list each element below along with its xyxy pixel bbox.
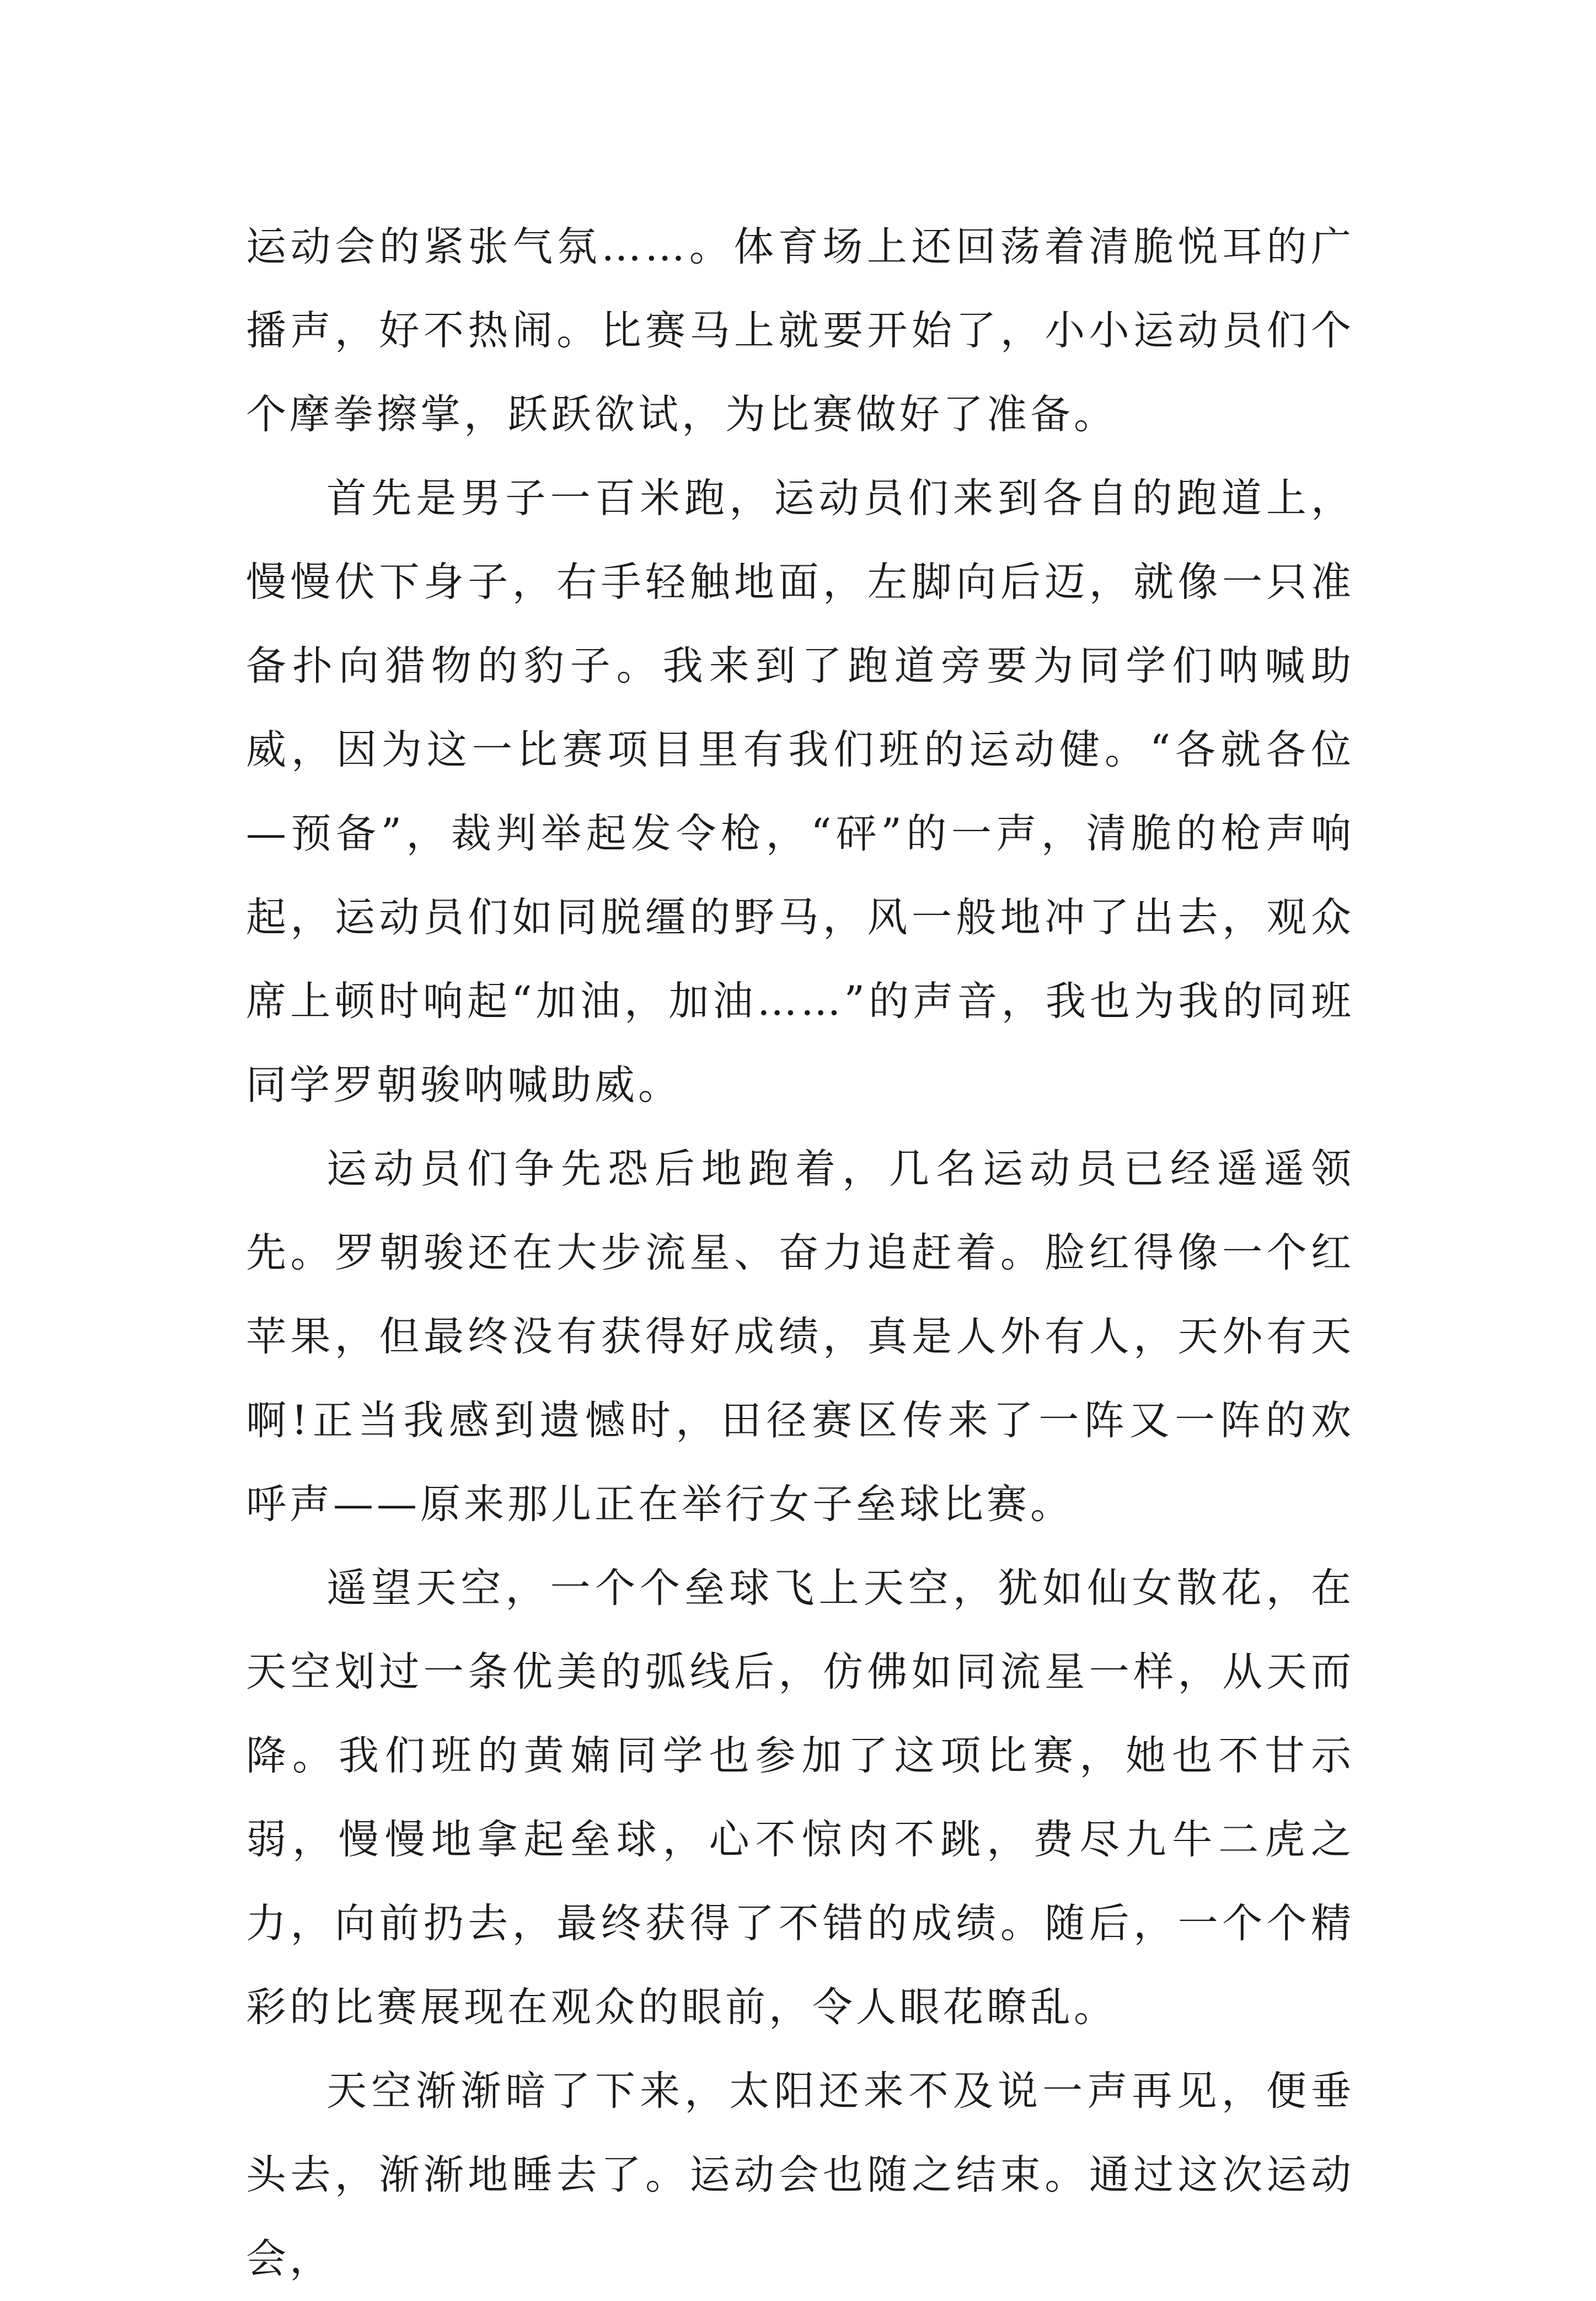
paragraph-3: 运动员们争先恐后地跑着，几名运动员已经遥遥领先。罗朝骏还在大步流星、奋力追赶着。脸红得像一个红苹果，但最终没有获得好成绩，真是人外有人，天外有天啊!正当我感到遗憾时，田径赛区传来了一阵又一阵的欢呼声——原来那儿正在举行女子垒球比赛。 xyxy=(246,1146,1354,1528)
paragraph-5: 天空渐渐暗了下来，太阳还来不及说一声再见，便垂头去，渐渐地睡去了。运动会也随之结束。通过这次运动会， xyxy=(246,2068,1354,2282)
paragraph-2: 首先是男子一百米跑，运动员们来到各自的跑道上，慢慢伏下身子，右手轻触地面，左脚向后迈，就像一只准备扑向猎物的豹子。我来到了跑道旁要为同学们呐喊助威，因为这一比赛项目里有我们班的运动健。“各就各位—预备”，裁判举起发令枪，“砰”的一声，清脆的枪声响起，运动员们如同脱缰的野马，风一般地冲了出去，观众席上顿时响起“加油，加油……”的声音，我也为我的同班同学罗朝骏呐喊助威。 xyxy=(246,475,1354,1109)
document-body xyxy=(246,205,1354,2301)
paragraph-1: 运动会的紧张气氛……。体育场上还回荡着清脆悦耳的广播声，好不热闹。比赛马上就要开始了，小小运动员们个个摩拳擦掌，跃跃欲试，为比赛做好了准备。 xyxy=(246,223,1354,438)
paragraph-4: 遥望天空，一个个垒球飞上天空，犹如仙女散花，在天空划过一条优美的弧线后，仿佛如同流星一样，从天而降。我们班的黄婻同学也参加了这项比赛，她也不甘示弱，慢慢地拿起垒球，心不惊肉不跳，费尽九牛二虎之力，向前扔去，最终获得了不错的成绩。随后，一个个精彩的比赛展现在观众的眼前，令人眼花瞭乱。 xyxy=(246,1565,1354,2031)
